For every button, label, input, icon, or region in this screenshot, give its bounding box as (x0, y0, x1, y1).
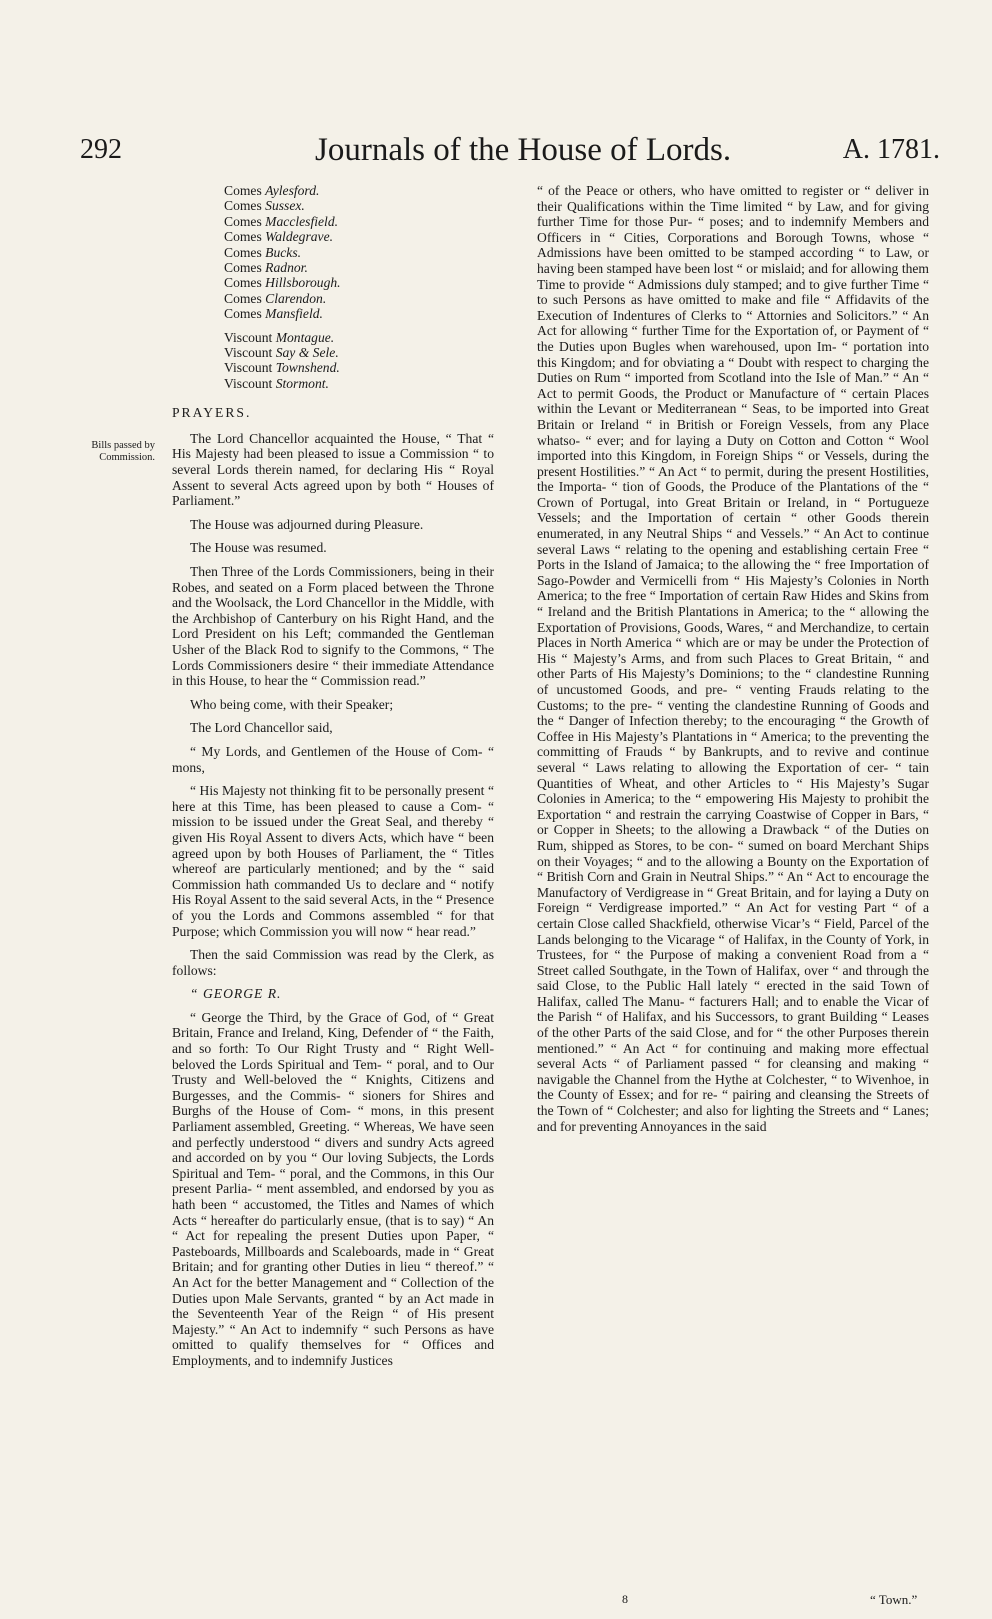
right-column (537, 183, 929, 1142)
peer-entry: Comes Mansfield. (224, 306, 323, 322)
paragraph: “ His Majesty not thinking fit to be personally present “ here at this Time, has been pleased to cause a Com- “ mission to be issued under the Great Seal, and thereby “ given His Royal Assent to divers Acts, which have “ been agreed upon by both Houses of Parliament, the “ Titles whereof are particularly mentioned; and by the “ said Commission hath commanded Us to declare and “ notify His Royal Assent to the said several Acts, in the “ Presence of you the Lords and Commons assembled “ for that Purpose; which Commission you will now “ hear read.” (172, 783, 494, 939)
paragraph: The Lord Chancellor acquainted the House, “ That “ His Majesty had been pleased to issue a Commission “ to several Lords therein named, for declaring His “ Royal Assent to several Acts agreed upon by both “ Houses of Parliament.” (172, 430, 494, 509)
running-header (80, 132, 940, 176)
paragraph: The House was resumed. (190, 540, 327, 556)
signature-mark: 8 (622, 1592, 628, 1606)
year: A. 1781. (842, 134, 940, 165)
paragraph: The House was adjourned during Pleasure. (190, 516, 424, 532)
commission-heading: “ GEORGE R. (190, 986, 282, 1002)
peer-list (224, 183, 494, 391)
page-number: 292 (80, 134, 122, 165)
peer-entry: Comes Macclesfield. (224, 213, 339, 229)
peer-entry: Comes Radnor. (224, 260, 308, 276)
peer-entry: Viscount Stormont. (224, 375, 329, 391)
paragraph: The Lord Chancellor said, (190, 720, 333, 736)
margin-note: Bills passed by Commission. (91, 440, 155, 463)
peer-entry: Viscount Say & Sele. (224, 345, 339, 361)
catchword: “ Town.” (870, 1592, 918, 1607)
peer-entry: Comes Hillsborough. (224, 275, 341, 291)
left-column (172, 183, 494, 1377)
peer-entry: Comes Bucks. (224, 244, 302, 260)
peer-entry: Comes Aylesford. (224, 183, 320, 198)
peer-entry: Viscount Townshend. (224, 360, 340, 376)
paragraph: Who being come, with their Speaker; (190, 696, 394, 712)
running-title: Journals of the House of Lords. (315, 132, 732, 168)
section-heading: PRAYERS. (172, 405, 252, 421)
peer-entry: Comes Clarendon. (224, 290, 327, 306)
peer-entry: Comes Waldegrave. (224, 229, 334, 245)
peer-entry: Comes Sussex. (224, 198, 305, 214)
paragraph: “ My Lords, and Gentlemen of the House of Com- “ mons, (172, 743, 494, 775)
paragraph: “ of the Peace or others, who have omitted to register or “ deliver in their Qualifications within the Time limited “ by Law, and for giving further Time for those Pur- “ poses; and to indemnify Members and Officers in “ Cities, Corporations and Borough Towns, whose “ Admissions have been omitted to be stamped according “ to Law, or having been stamped have been lost “ or mislaid; and for allowing them Time to provide “ Admissions duly stamped; and to give further Time “ to such Persons as have omitted to make and file “ Affidavits of the Execution of Indentures of Clerks to “ Attornies and Solicitors.” “ An Act for allowing “ further Time for the Exportation of, or Payment of “ the Duties upon Bugles when warehoused, upon Im- “ portation into this Kingdom; and for obviating a “ Doubt with respect to charging the Duties on Rum “ imported from Scotland into the Isle of Man.” “ An “ Act to permit Goods, the Product or Manufacture of “ certain Places within the Levant or Mediterranean “ Seas, to be imported into Great Britain or Ireland “ in British or Foreign Vessels, from any Place whatso- “ ever; and for laying a Duty on Cotton and Cotton “ Wool imported into this Kingdom, in Foreign Ships “ or Vessels, during the present Hostilities.” “ An Act “ to permit, during the present Hostilities, the Importa- “ tion of Goods, the Produce of the Plantations of the “ Crown of Portugal, into Great Britain or Ireland, in “ Portugueze Vessels; and the Importation of certain “ other Goods therein enumerated, in any Neutral Ships “ and Vessels.” “ An Act to continue several Laws “ relating to the opening and establishing certain Free “ Ports in the Island of Jamaica; to the allowing the “ free Importation of Sago-Powder and Vermicelli from “ His Majesty’s Colonies in North America; to the free “ Importation of certain Raw Hides and Skins from “ Ireland and the British Plantations in America; to the “ allowing the Exportation of Provisions, Goods, Wares, “ and Merchandize, to certain Places in North America “ which are or may be under the Protection of His “ Majesty’s Arms, and from such Places to Great Britain, “ and other Parts of His Majesty’s Dominions; to the “ clandestine Running of uncustomed Goods, and pre- “ venting Frauds relating to the Customs; to the pre- “ venting the clandestine Running of Goods and the “ Danger of Infection thereby; to the encouraging “ the Growth of Coffee in His Majesty’s Plantations in “ America; to the preventing the committing of Frauds “ by Bankrupts, and to revive and continue several “ Laws relating to allowing the Exportation of cer- “ tain Quantities of Wheat, and other Articles to “ His Majesty’s Sugar Colonies in America; to the “ empowering His Majesty to prohibit the Exportation “ and restrain the carrying Coastwise of Copper in Bars, “ or Copper in Sheets; to the allowing a Drawback “ of the Duties on Rum, shipped as Stores, to be con- “ sumed on board Merchant Ships on their Voyages; “ and to the allowing a Bounty on the Exportation of “ British Corn and Grain in Neutral Ships.” “ An “ Act to encourage the Manufactory of Verdigrease in “ Great Britain, and for laying a Duty on Foreign “ Verdigrease imported.” “ An Act for vesting Part “ of a certain Close called Shackfield, otherwise Vicar’s “ Field, Parcel of the Lands belonging to the Vicarage “ of Halifax, in the County of York, in Trustees, for “ the Purpose of making a convenient Road from a “ Street called Southgate, in the Town of Halifax, over “ and through the said Close, to the Public Hall lately “ erected in the said Town of Halifax, called The Manu- “ facturers Hall; and to enable the Vicar of the Parish “ of Halifax, and his Successors, to grant Building “ Leases of the other Parts of the said Close, and for “ the other Purposes therein mentioned.” “ An Act “ for continuing and making more effectual several Acts “ of Parliament passed “ for cleansing and making “ navigable the Channel from the Hythe at Colchester, “ to Wivenhoe, in the County of Essex; and for re- “ pairing and cleansing the Streets of the Town of “ Colchester; and also for lighting the Streets and “ Lanes; and for preventing Annoyances in the said (537, 183, 929, 1134)
paragraph: Then Three of the Lords Commissioners, being in their Robes, and seated on a Form placed between the Throne and the Woolsack, the Lord Chancellor in the Middle, with the Archbishop of Canterbury on his Right Hand, and the Lord President on his Left; commanded the Gentleman Usher of the Black Rod to signify to the Commons, “ The Lords Commissioners desire “ their immediate Attendance in this House, to hear the “ Commission read.” (172, 564, 494, 689)
paragraph: “ George the Third, by the Grace of God, of “ Great Britain, France and Ireland, King, Defender of “ the Faith, and so forth: To Our Right Trusty and “ Right Well-beloved the Lords Spiritual and Tem- “ poral, and to Our Trusty and Well-beloved the “ Knights, Citizens and Burgesses, and the Commis- “ sioners for Shires and Burghs of the House of Com- “ mons, in this present Parliament assembled, Greeting. “ Whereas, We have seen and perfectly understood “ divers and sundry Acts agreed and accorded on by you “ Our loving Subjects, the Lords Spiritual and Tem- “ poral, and the Commons, in this Our present Parlia- “ ment assembled, and endorsed by you as hath been “ accustomed, the Titles and Names of which Acts “ hereafter do particularly ensue, (that is to say) “ An “ Act for repealing the present Duties upon Paper, “ Pasteboards, Millboards and Scaleboards, made in “ Great Britain; and for granting other Duties in lieu “ thereof.” “ An Act for the better Management and “ Collection of the Duties upon Male Servants, granted “ by an Act made in the Seventeenth Year of the Reign “ of His present Majesty.” “ An Act to indemnify “ such Persons as have omitted to qualify themselves for “ Offices and Employments, and to indemnify Justices (172, 1009, 494, 1368)
peer-entry: Viscount Montague. (224, 329, 335, 345)
paragraph: Then the said Commission was read by the Clerk, as follows: (172, 947, 494, 978)
